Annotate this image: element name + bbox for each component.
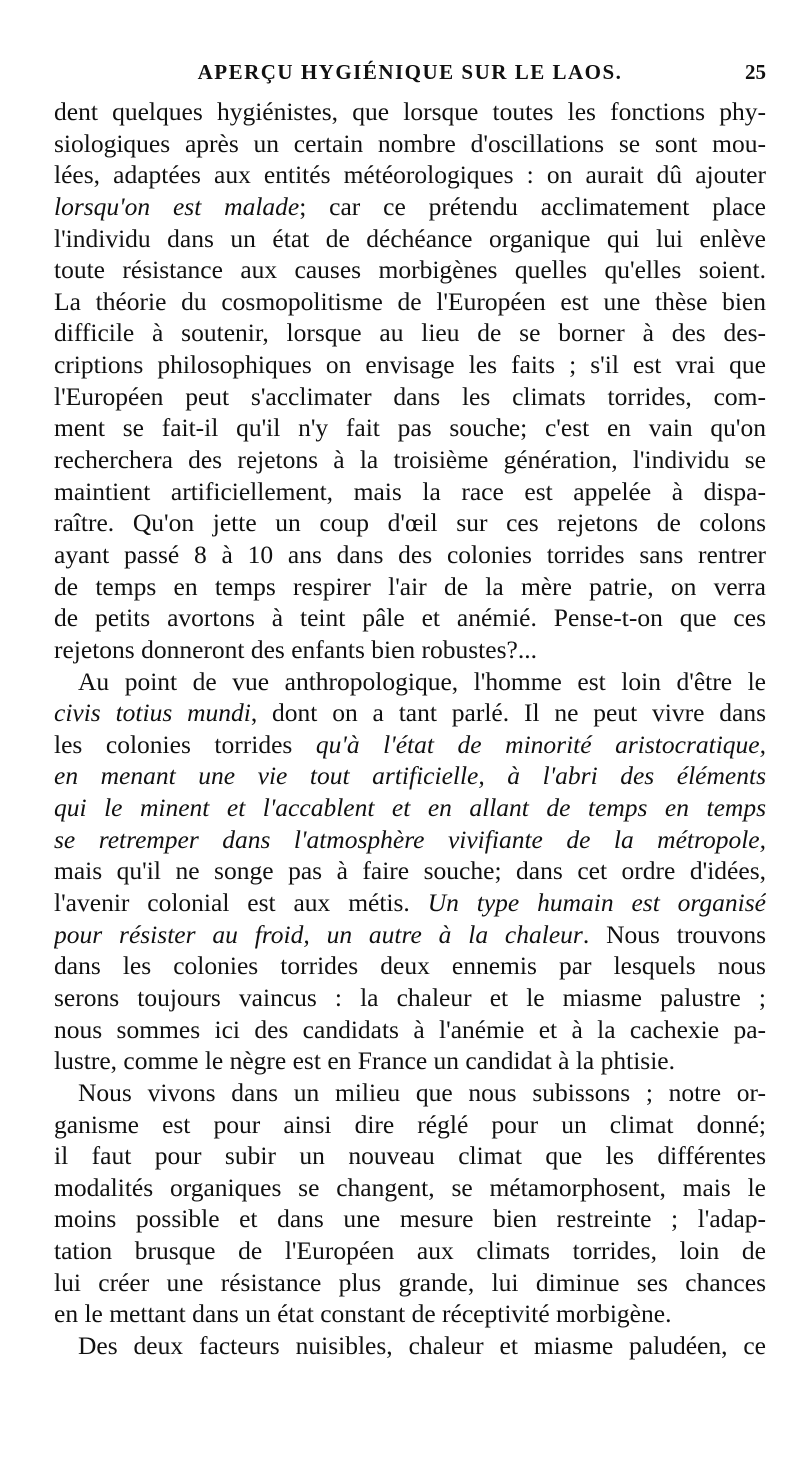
- text-segment: les colonies torrides: [54, 729, 316, 759]
- text-segment: de petits avortons à teint pâle et anémié. Pense-t-on que ces: [54, 603, 766, 633]
- text-line: [54, 507, 766, 539]
- text-line: [54, 919, 766, 951]
- text-segment: criptions philosophiques on envisage les faits ; s'il est vrai que: [54, 350, 766, 380]
- text-segment: lui créer une résistance plus grande, lui diminue ses chances: [54, 1267, 766, 1297]
- text-line: [54, 1203, 766, 1235]
- text-line: [54, 1267, 766, 1299]
- text-line: [54, 950, 766, 982]
- text-line: [54, 1077, 766, 1109]
- text-line: [54, 128, 766, 160]
- text-segment: l'avenir colonial est aux métis.: [54, 888, 428, 918]
- italic-text: se retremper dans l'atmosphère vivifiante de la métropole,: [54, 824, 766, 854]
- text-line: [54, 824, 766, 856]
- text-line: [54, 317, 766, 349]
- text-segment: nous sommes ici des candidats à l'anémie et à la cachexie pa-: [54, 1014, 766, 1044]
- text-segment: dans les colonies torrides deux ennemis par lesquels nous: [54, 951, 766, 981]
- text-line: [54, 381, 766, 413]
- body-text: [54, 96, 766, 1362]
- page-header: [54, 50, 766, 90]
- text-segment: toute résistance aux causes morbigènes quelles qu'elles soient.: [54, 255, 766, 285]
- text-line: [54, 444, 766, 476]
- text-segment: . Nous trouvons: [582, 919, 766, 949]
- text-line: [54, 1045, 766, 1077]
- text-segment: maintient artificiellement, mais la race est appelée à dispa-: [54, 476, 766, 506]
- text-segment: dent quelques hygiénistes, que lorsque toutes les fonctions phy-: [54, 97, 766, 126]
- text-segment: ganisme est pour ainsi dire réglé pour un climat donné;: [54, 1109, 766, 1139]
- running-title: APERÇU HYGIÉNIQUE SUR LE LAOS.: [197, 60, 623, 84]
- text-segment: moins possible et dans une mesure bien restreinte ; l'adap-: [54, 1204, 766, 1234]
- text-segment: modalités organiques se changent, se métamorphosent, mais le: [54, 1172, 766, 1202]
- italic-text: civis totius mundi: [54, 698, 251, 728]
- text-segment: l'individu dans un état de déchéance organique qui lui enlève: [54, 223, 766, 253]
- text-segment: recherchera des rejetons à la troisième génération, l'individu se: [54, 445, 766, 475]
- text-segment: lées, adaptées aux entités météorologiques : on aurait dû ajouter: [54, 160, 766, 190]
- text-line: [54, 571, 766, 603]
- italic-text: qu'à l'état de minorité aristocratique,: [315, 729, 766, 759]
- italic-text: qui le minent et l'accablent et en allant de temps en temps: [54, 793, 766, 823]
- text-segment: en le mettant dans un état constant de réceptivité morbigène.: [54, 1299, 672, 1329]
- text-segment: l'Européen peut s'acclimater dans les climats torrides, com-: [54, 381, 766, 411]
- text-line: [54, 634, 766, 666]
- text-line: [54, 1140, 766, 1172]
- text-line: [54, 96, 766, 128]
- text-segment: raître. Qu'on jette un coup d'œil sur ces rejetons de colons: [54, 508, 766, 538]
- text-line: [54, 602, 766, 634]
- text-line: [54, 855, 766, 887]
- italic-text: en menant une vie tout artificielle, à l'abri des éléments: [54, 761, 766, 791]
- text-segment: mais qu'il ne songe pas à faire souche; dans cet ordre d'idées,: [54, 856, 766, 886]
- italic-text: Un type humain est organisé: [427, 888, 766, 918]
- text-segment: ment se fait-il qu'il n'y fait pas souche; c'est en vain qu'on: [54, 413, 766, 443]
- text-line: [54, 982, 766, 1014]
- page-number: 25: [745, 60, 766, 84]
- text-line: [54, 1109, 766, 1141]
- text-line: [54, 697, 766, 729]
- text-segment: Nous vivons dans un milieu que nous subissons ; notre or-: [78, 1077, 766, 1107]
- text-segment: ayant passé 8 à 10 ans dans des colonies torrides sans rentrer: [54, 539, 766, 569]
- text-line: [54, 887, 766, 919]
- text-segment: rejetons donneront des enfants bien robustes?...: [54, 634, 537, 664]
- text-line: [54, 254, 766, 286]
- text-line: [54, 1235, 766, 1267]
- text-segment: siologiques après un certain nombre d'oscillations se sont mou-: [54, 128, 766, 158]
- text-segment: lustre, comme le nègre est en France un candidat à la phtisie.: [54, 1046, 675, 1076]
- text-segment: il faut pour subir un nouveau climat que les différentes: [54, 1141, 766, 1171]
- text-line: [54, 286, 766, 318]
- text-segment: serons toujours vaincus : la chaleur et le miasme palustre ;: [54, 982, 766, 1012]
- text-segment: , dont on a tant parlé. Il ne peut vivre dans: [250, 698, 766, 728]
- text-line: [54, 729, 766, 761]
- text-line: [54, 476, 766, 508]
- italic-text: lorsqu'on est malade: [54, 191, 300, 221]
- text-line: [54, 223, 766, 255]
- text-segment: difficile à soutenir, lorsque au lieu de se borner à des des-: [54, 318, 766, 348]
- text-line: [54, 412, 766, 444]
- text-line: [54, 760, 766, 792]
- text-segment: Des deux facteurs nuisibles, chaleur et miasme paludéen, ce: [78, 1330, 766, 1360]
- italic-text: pour résister au froid, un autre à la chaleur: [54, 919, 583, 949]
- text-segment: ; car ce prétendu acclimatement place: [299, 191, 766, 221]
- text-line: [54, 349, 766, 381]
- text-line: [54, 1014, 766, 1046]
- text-line: [54, 792, 766, 824]
- text-line: [54, 1298, 766, 1330]
- text-line: [54, 191, 766, 223]
- text-line: [54, 539, 766, 571]
- text-line: [54, 1172, 766, 1204]
- text-segment: Au point de vue anthropologique, l'homme est loin d'être le: [78, 666, 766, 696]
- text-segment: tation brusque de l'Européen aux climats torrides, loin de: [54, 1236, 766, 1266]
- text-segment: La théorie du cosmopolitisme de l'Européen est une thèse bien: [54, 286, 766, 316]
- text-line: [54, 159, 766, 191]
- text-line: [54, 1330, 766, 1362]
- text-line: [54, 666, 766, 698]
- text-segment: de temps en temps respirer l'air de la mère patrie, on verra: [54, 571, 766, 601]
